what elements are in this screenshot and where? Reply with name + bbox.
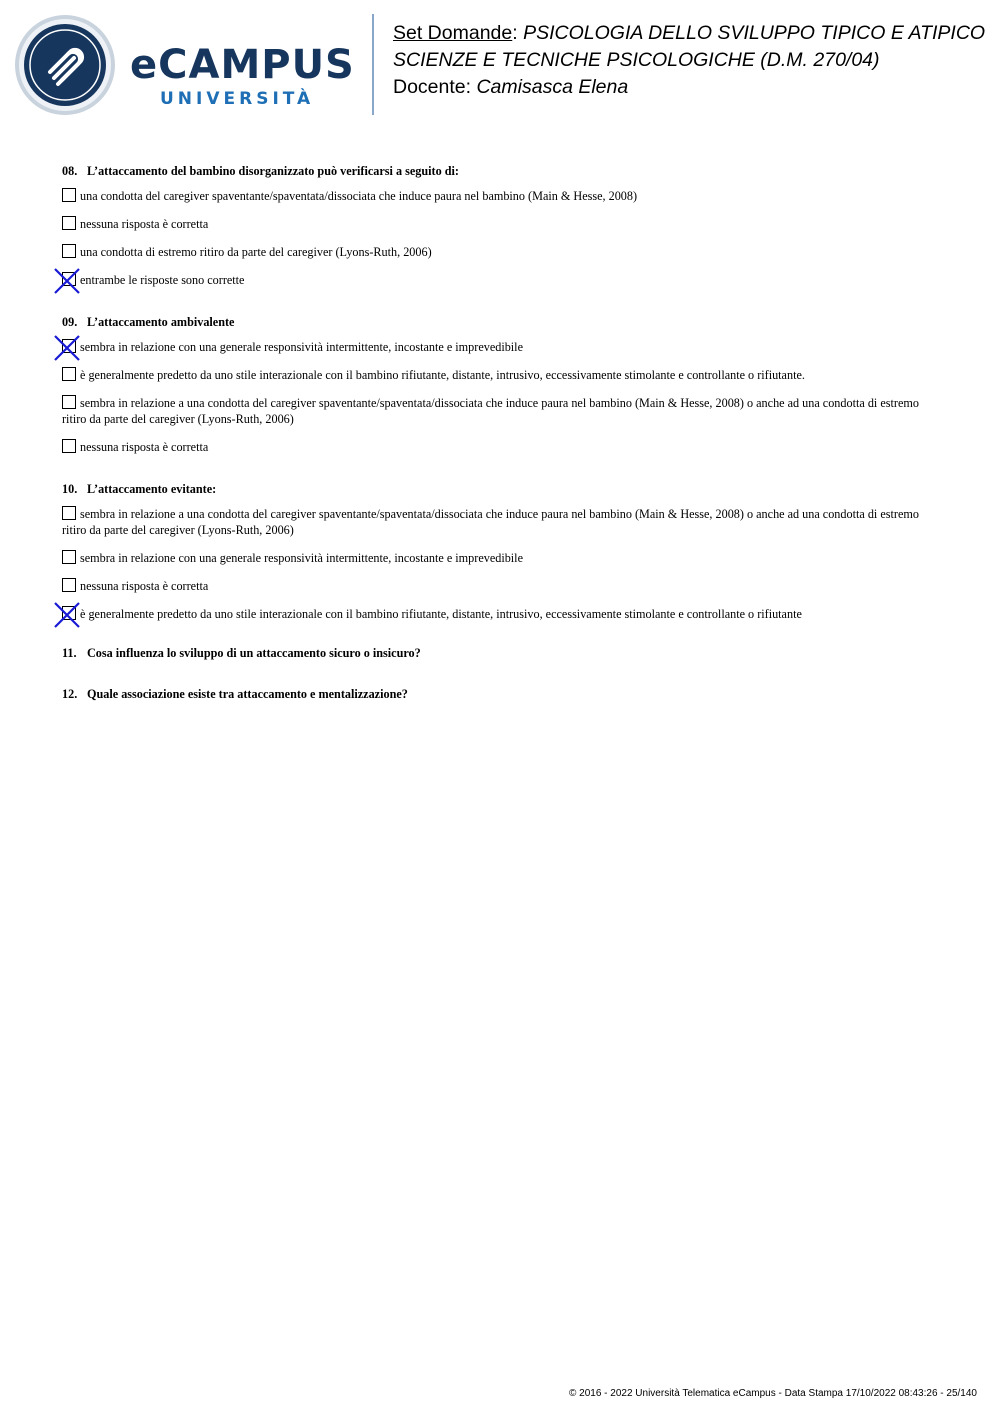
cross-mark-icon: [53, 267, 81, 295]
checkbox[interactable]: [62, 367, 76, 381]
checkbox[interactable]: [62, 395, 76, 409]
page-header: [0, 0, 1000, 125]
answer-option[interactable]: [62, 365, 942, 393]
university-seal-logo: [14, 14, 116, 116]
answer-option[interactable]: [62, 437, 942, 465]
course-title: PSICOLOGIA DELLO SVILUPPO TIPICO E ATIPICO: [523, 22, 986, 44]
question-text: L’attaccamento ambivalente: [87, 315, 235, 329]
answer-option[interactable]: [62, 270, 942, 298]
answer-text: entrambe le risposte sono corrette: [80, 273, 245, 287]
set-label: Set Domande: [393, 22, 513, 44]
question-number: 09.: [62, 315, 78, 329]
question-list: [62, 160, 942, 705]
answer-option[interactable]: [62, 393, 942, 437]
answer-text: nessuna risposta è corretta: [80, 579, 209, 593]
question-text: Quale associazione esiste tra attaccamento e mentalizzazione?: [87, 687, 408, 701]
answer-text: sembra in relazione a una condotta del caregiver spaventante/spaventata/dissociata che induce paura nel bambino (Main & Hesse, 2008) o anche ad una condotta di estremo ritiro da parte del caregiver (Lyons-Ruth, 2006): [62, 396, 919, 426]
logo-sub-text: UNIVERSITÀ: [160, 89, 315, 109]
answer-text: sembra in relazione con una generale responsività intermittente, incostante e imprevedibile: [80, 340, 523, 354]
question-text: L’attaccamento del bambino disorganizzato può verificarsi a seguito di:: [87, 164, 459, 178]
logo-brand-text: eCAMPUS: [130, 42, 355, 88]
answer-text: è generalmente predetto da uno stile interazionale con il bambino rifiutante, distante, intrusivo, eccessivamente stimolante e controllante o rifiutante.: [80, 368, 805, 382]
checkbox[interactable]: [62, 550, 76, 564]
question-text: L’attaccamento evitante:: [87, 482, 217, 496]
question-12: [62, 683, 942, 705]
answer-text: nessuna risposta è corretta: [80, 440, 209, 454]
teacher-name: Camisasca Elena: [476, 76, 629, 98]
question-title: [62, 478, 942, 500]
header-info: [393, 20, 985, 101]
question-09: [62, 311, 942, 465]
answer-option[interactable]: [62, 214, 942, 242]
answer-option[interactable]: [62, 604, 942, 632]
answer-text: sembra in relazione a una condotta del caregiver spaventante/spaventata/dissociata che induce paura nel bambino (Main & Hesse, 2008) o anche ad una condotta di estremo ritiro da parte del caregiver (Lyons-Ruth, 2006): [62, 507, 919, 537]
answer-option[interactable]: [62, 186, 942, 214]
question-title: [62, 642, 942, 664]
question-text: Cosa influenza lo sviluppo di un attaccamento sicuro o insicuro?: [87, 646, 421, 660]
checkbox-checked[interactable]: [62, 272, 76, 286]
page-footer: © 2016 - 2022 Università Telematica eCampus - Data Stampa 17/10/2022 08:43:26 - 25/140: [569, 1388, 977, 1399]
answer-text: nessuna risposta è corretta: [80, 217, 209, 231]
question-number: 10.: [62, 482, 78, 496]
teacher-line: [393, 74, 985, 101]
cross-mark-icon: [53, 601, 81, 629]
answer-option[interactable]: [62, 548, 942, 576]
question-title: [62, 311, 942, 333]
question-10: [62, 478, 942, 632]
degree-line: [393, 47, 985, 74]
checkbox-checked[interactable]: [62, 606, 76, 620]
ecampus-wordmark: [130, 40, 360, 115]
course-line: [393, 20, 985, 47]
answer-option[interactable]: [62, 337, 942, 365]
answer-text: una condotta del caregiver spaventante/spaventata/dissociata che induce paura nel bambino (Main & Hesse, 2008): [80, 189, 638, 203]
answer-text: è generalmente predetto da uno stile interazionale con il bambino rifiutante, distante, intrusivo, eccessivamente stimolante e controllante o rifiutante: [80, 607, 802, 621]
answer-option[interactable]: [62, 576, 942, 604]
question-title: [62, 160, 942, 182]
checkbox[interactable]: [62, 578, 76, 592]
answer-option[interactable]: [62, 504, 942, 548]
answer-option[interactable]: [62, 242, 942, 270]
question-number: 08.: [62, 164, 78, 178]
question-title: [62, 683, 942, 705]
question-08: [62, 160, 942, 298]
header-divider: [372, 14, 374, 115]
answer-text: una condotta di estremo ritiro da parte del caregiver (Lyons-Ruth, 2006): [80, 245, 432, 259]
teacher-label: Docente:: [393, 76, 477, 98]
degree-title: SCIENZE E TECNICHE PSICOLOGICHE (D.M. 270/04): [393, 49, 880, 71]
question-number: 12.: [62, 687, 78, 701]
checkbox[interactable]: [62, 244, 76, 258]
set-colon: :: [512, 22, 524, 44]
checkbox[interactable]: [62, 506, 76, 520]
answer-text: sembra in relazione con una generale responsività intermittente, incostante e imprevedibile: [80, 551, 523, 565]
question-number: 11.: [62, 646, 77, 660]
cross-mark-icon: [53, 334, 81, 362]
checkbox-checked[interactable]: [62, 339, 76, 353]
checkbox[interactable]: [62, 188, 76, 202]
question-11: [62, 642, 942, 664]
checkbox[interactable]: [62, 439, 76, 453]
checkbox[interactable]: [62, 216, 76, 230]
